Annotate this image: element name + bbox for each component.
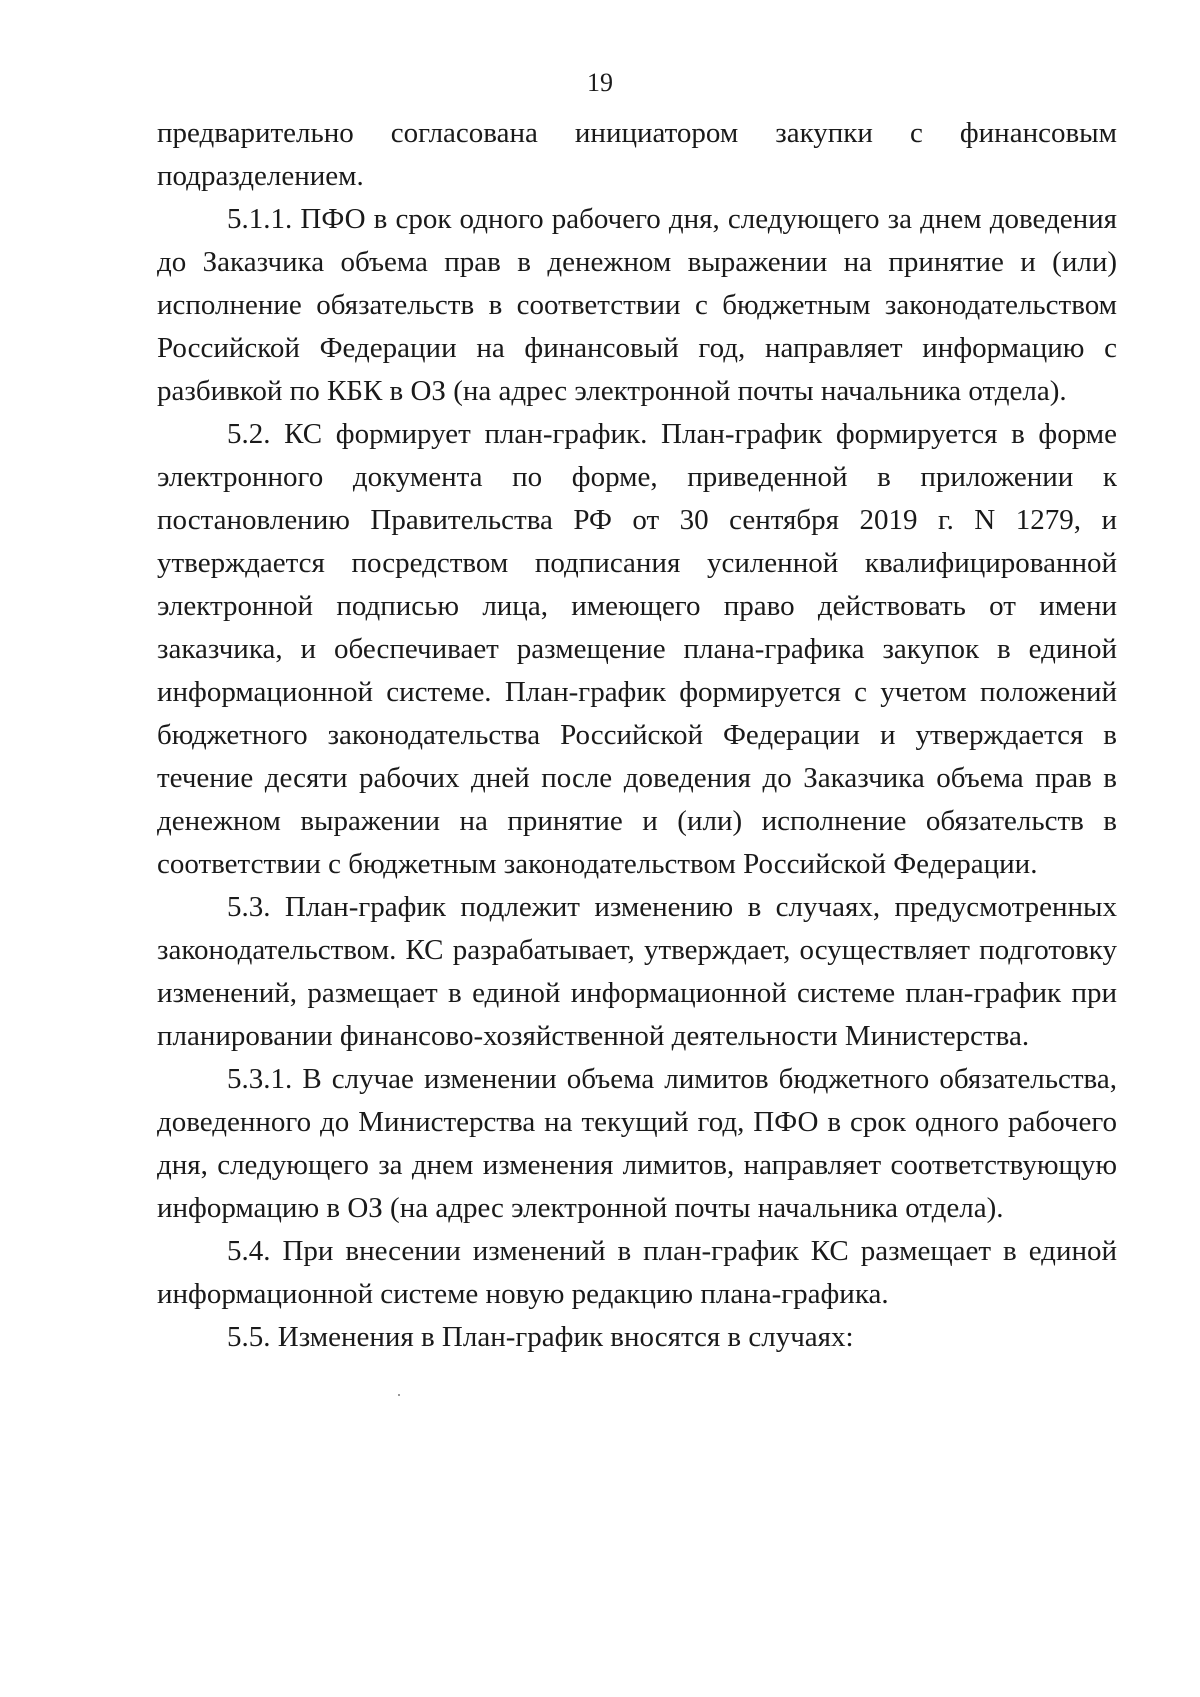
paragraph-5-5: 5.5. Изменения в План-график вносятся в случаях:	[227, 1321, 854, 1353]
paragraph-5-2: 5.2. КС формирует план-график. План-график формируется в форме электронного документа по форме, приведенной в приложении к постановлению Правительства РФ от 30 сентября 2019 г. N 1279, и утверждается посредством подписания усиленной квалифицированной электронной подписью лица, имеющего право действовать от имени заказчика, и обеспечивает размещение плана-графика закупок в единой информационной системе. План-график формируется с учетом положений бюджетного законодательства Российской Федерации и утверждается в течение десяти рабочих дней после доведения до Заказчика объема прав в денежном выражении на принятие и (или) исполнение обязательств в соответствии с бюджетным законодательством Российской Федерации.	[157, 418, 1117, 880]
paragraph-5-1-1: 5.1.1. ПФО в срок одного рабочего дня, следующего за днем доведения до Заказчика объема прав в денежном выражении на принятие и (или) исполнение обязательств в соответствии с бюджетным законодательством Российской Федерации на финансовый год, направляет информацию с разбивкой по КБК в ОЗ (на адрес электронной почты начальника отдела).	[157, 203, 1117, 407]
paragraph-5-4: 5.4. При внесении изменений в план-график КС размещает в единой информационной системе новую редакцию плана-графика.	[157, 1235, 1117, 1310]
page-number: 19	[587, 68, 613, 97]
document-body	[157, 112, 1117, 1359]
paragraph-5-3: 5.3. План-график подлежит изменению в случаях, предусмотренных законодательством. КС разрабатывает, утверждает, осуществляет подготовку изменений, размещает в единой информационной системе план-график при планировании финансово-хозяйственной деятельности Министерства.	[157, 891, 1117, 1052]
scan-speck	[398, 1394, 400, 1396]
paragraph-continuation: предварительно согласована инициатором закупки с финансовым подразделением.	[157, 117, 1117, 192]
paragraph-5-3-1: 5.3.1. В случае изменении объема лимитов бюджетного обязательства, доведенного до Министерства на текущий год, ПФО в срок одного рабочего дня, следующего за днем изменения лимитов, направляет соответствующую информацию в ОЗ (на адрес электронной почты начальника отдела).	[157, 1063, 1117, 1224]
